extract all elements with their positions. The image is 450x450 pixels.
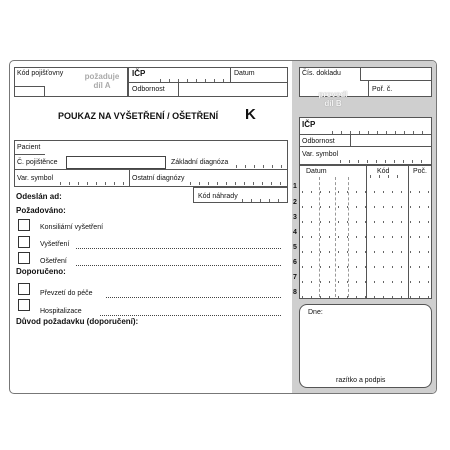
performer-icp-label: IČP: [302, 120, 316, 129]
treatment-label: Ošetření: [40, 258, 67, 265]
service-row-5[interactable]: [302, 251, 430, 253]
requests-part-a-stamp: požaduje díl A: [84, 72, 120, 90]
performed-part-b-stamp: provedl díl B: [318, 90, 348, 108]
row-number-2: 2: [293, 199, 297, 206]
treatment-checkbox[interactable]: [18, 252, 30, 264]
row-number-7: 7: [293, 274, 297, 281]
col-count-header: Poč.: [413, 168, 428, 175]
var-symbol-label: Var. symbol: [17, 175, 54, 182]
takeover-label: Převzetí do péče: [40, 290, 93, 297]
row-number-4: 4: [293, 229, 297, 236]
date-sign-label: Dne:: [308, 309, 323, 316]
hospitalization-label: Hospitalizace: [40, 308, 82, 315]
service-row-1[interactable]: [302, 191, 430, 193]
performer-var-symbol-label: Var. symbol: [302, 151, 339, 158]
service-row-4[interactable]: [302, 236, 430, 238]
takeover-checkbox[interactable]: [18, 283, 30, 295]
row-number-6: 6: [293, 259, 297, 266]
consult-checkbox[interactable]: [18, 219, 30, 231]
reason-label: Důvod požadavku (doporučení):: [16, 317, 139, 326]
specialty-label: Odbornost: [132, 86, 165, 93]
form-title: POUKAZ NA VYŠETŘENÍ / OŠETŘENÍ: [58, 111, 219, 121]
stamp-signature-label: razítko a podpis: [336, 377, 386, 384]
recommended-heading: Doporučeno:: [16, 267, 66, 276]
row-number-3: 3: [293, 214, 297, 221]
document-number-label: Čís. dokladu: [302, 70, 341, 77]
order-number-label: Poř. č.: [372, 86, 393, 93]
hospitalization-checkbox[interactable]: [18, 299, 30, 311]
col-date-header: Datum: [306, 168, 327, 175]
main-diagnosis-label: Základní diagnóza: [171, 159, 229, 166]
date-label: Datum: [234, 70, 255, 77]
exam-label: Vyšetření: [40, 241, 70, 248]
insured-number-field[interactable]: [66, 156, 166, 169]
row-number-1: 1: [293, 183, 297, 190]
insurer-code-label: Kód pojišťovny: [17, 70, 64, 77]
service-row-3[interactable]: [302, 221, 430, 223]
referral-form: [9, 60, 437, 394]
row-number-5: 5: [293, 244, 297, 251]
requested-heading: Požadováno:: [16, 206, 66, 215]
patient-label: Pacient: [17, 144, 41, 151]
service-row-6[interactable]: [302, 266, 430, 268]
form-letter: K: [245, 106, 256, 123]
service-row-2[interactable]: [302, 206, 430, 208]
exam-checkbox[interactable]: [18, 236, 30, 248]
service-row-7[interactable]: [302, 281, 430, 283]
other-diagnoses-label: Ostatní diagnózy: [132, 175, 185, 182]
sent-from-label: Odeslán ad:: [16, 192, 62, 201]
insured-number-label: Č. pojištěnce: [17, 159, 58, 166]
icp-label: IČP: [132, 69, 146, 78]
performer-specialty-label: Odbornost: [302, 138, 335, 145]
consult-label: Konsiliární vyšetření: [40, 224, 104, 231]
row-number-8: 8: [293, 289, 297, 296]
service-row-8[interactable]: [302, 296, 430, 298]
compensation-code-label: Kód náhrady: [198, 193, 238, 200]
col-code-header: Kód: [377, 168, 390, 175]
